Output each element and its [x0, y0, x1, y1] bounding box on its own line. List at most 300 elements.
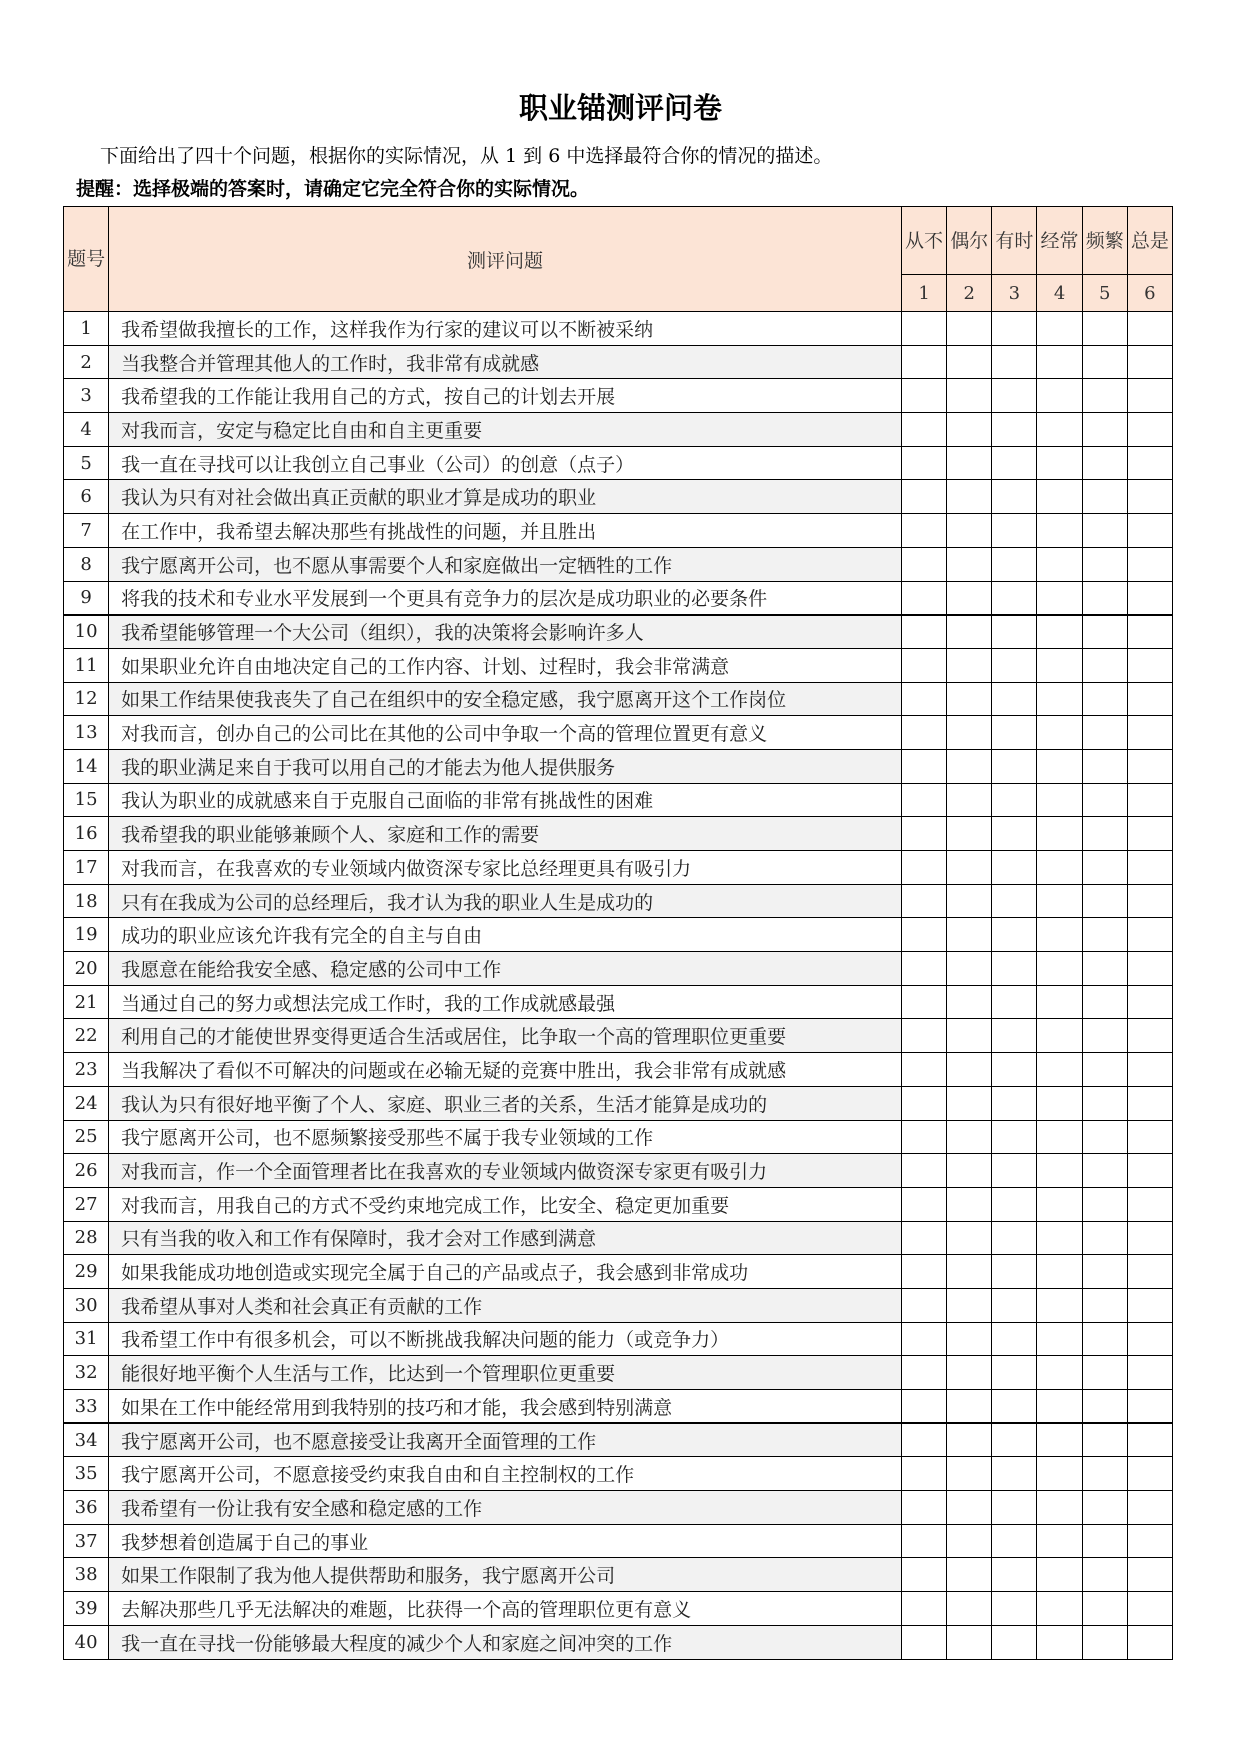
answer-cell-4[interactable]: [1037, 312, 1082, 346]
question-text: 我梦想着创造属于自己的事业: [109, 1524, 902, 1558]
answer-cell-4[interactable]: [1037, 682, 1082, 716]
answer-cell-1[interactable]: [901, 1356, 946, 1390]
answer-cell-5[interactable]: [1082, 1524, 1127, 1558]
table-row: [64, 1390, 1173, 1424]
answer-cell-6[interactable]: [1127, 1558, 1172, 1592]
answer-cell-5[interactable]: [1082, 952, 1127, 986]
answer-cell-2[interactable]: [947, 581, 992, 615]
question-text: 我的职业满足来自于我可以用自己的才能去为他人提供服务: [109, 749, 902, 783]
question-number: 22: [64, 1019, 109, 1053]
answer-cell-3[interactable]: [992, 615, 1037, 649]
answer-cell-3[interactable]: [992, 749, 1037, 783]
answer-cell-6[interactable]: [1127, 1221, 1172, 1255]
answer-cell-4[interactable]: [1037, 1187, 1082, 1221]
answer-cell-5[interactable]: [1082, 1322, 1127, 1356]
answer-cell-6[interactable]: [1127, 1390, 1172, 1424]
answer-cell-2[interactable]: [947, 1491, 992, 1525]
answer-cell-4[interactable]: [1037, 446, 1082, 480]
answer-cell-2[interactable]: [947, 851, 992, 885]
answer-cell-2[interactable]: [947, 345, 992, 379]
answer-cell-6[interactable]: [1127, 716, 1172, 750]
answer-cell-4[interactable]: [1037, 1524, 1082, 1558]
answer-cell-3[interactable]: [992, 1457, 1037, 1491]
answer-cell-6[interactable]: [1127, 379, 1172, 413]
answer-cell-2[interactable]: [947, 1120, 992, 1154]
question-number: 39: [64, 1592, 109, 1626]
answer-cell-2[interactable]: [947, 1255, 992, 1289]
answer-cell-6[interactable]: [1127, 1019, 1172, 1053]
answer-cell-3[interactable]: [992, 1423, 1037, 1457]
answer-cell-6[interactable]: [1127, 884, 1172, 918]
answer-cell-5[interactable]: [1082, 884, 1127, 918]
answer-cell-5[interactable]: [1082, 345, 1127, 379]
answer-cell-5[interactable]: [1082, 1457, 1127, 1491]
answer-cell-1[interactable]: [901, 480, 946, 514]
question-column-header: 测评问题: [109, 207, 902, 312]
question-number: 11: [64, 648, 109, 682]
answer-cell-6[interactable]: [1127, 1288, 1172, 1322]
answer-cell-5[interactable]: [1082, 615, 1127, 649]
answer-cell-5[interactable]: [1082, 1019, 1127, 1053]
answer-cell-4[interactable]: [1037, 1221, 1082, 1255]
answer-cell-5[interactable]: [1082, 1558, 1127, 1592]
answer-cell-6[interactable]: [1127, 851, 1172, 885]
answer-cell-4[interactable]: [1037, 1491, 1082, 1525]
answer-cell-1[interactable]: [901, 1457, 946, 1491]
question-text: 当我解决了看似不可解决的问题或在必输无疑的竞赛中胜出，我会非常有成就感: [109, 1053, 902, 1087]
question-text: 我认为职业的成就感来自于克服自己面临的非常有挑战性的困难: [109, 783, 902, 817]
answer-cell-1[interactable]: [901, 1625, 946, 1659]
intro-text: 下面给出了四十个问题，根据你的实际情况，从 1 到 6 中选择最符合你的情况的描述。: [100, 145, 833, 167]
answer-cell-6[interactable]: [1127, 1491, 1172, 1525]
answer-cell-3[interactable]: [992, 1255, 1037, 1289]
answer-cell-2[interactable]: [947, 1019, 992, 1053]
table-row: [64, 1558, 1173, 1592]
answer-cell-6[interactable]: [1127, 1356, 1172, 1390]
answer-cell-5[interactable]: [1082, 1625, 1127, 1659]
answer-cell-5[interactable]: [1082, 1120, 1127, 1154]
answer-cell-6[interactable]: [1127, 1120, 1172, 1154]
answer-cell-3[interactable]: [992, 1558, 1037, 1592]
answer-cell-2[interactable]: [947, 1592, 992, 1626]
answer-cell-2[interactable]: [947, 918, 992, 952]
answer-cell-3[interactable]: [992, 1120, 1037, 1154]
answer-cell-2[interactable]: [947, 985, 992, 1019]
answer-cell-2[interactable]: [947, 1221, 992, 1255]
question-number: 5: [64, 446, 109, 480]
answer-cell-5[interactable]: [1082, 1086, 1127, 1120]
answer-cell-4[interactable]: [1037, 1086, 1082, 1120]
answer-cell-2[interactable]: [947, 1086, 992, 1120]
answer-cell-3[interactable]: [992, 1524, 1037, 1558]
answer-cell-1[interactable]: [901, 817, 946, 851]
answer-cell-4[interactable]: [1037, 1356, 1082, 1390]
answer-cell-1[interactable]: [901, 1390, 946, 1424]
answer-cell-3[interactable]: [992, 851, 1037, 885]
answer-cell-6[interactable]: [1127, 413, 1172, 447]
answer-cell-2[interactable]: [947, 1390, 992, 1424]
answer-cell-4[interactable]: [1037, 547, 1082, 581]
question-number: 10: [64, 615, 109, 649]
answer-cell-4[interactable]: [1037, 514, 1082, 548]
answer-cell-4[interactable]: [1037, 648, 1082, 682]
answer-cell-3[interactable]: [992, 581, 1037, 615]
answer-cell-6[interactable]: [1127, 1423, 1172, 1457]
answer-cell-1[interactable]: [901, 345, 946, 379]
answer-cell-6[interactable]: [1127, 446, 1172, 480]
answer-cell-3[interactable]: [992, 413, 1037, 447]
answer-cell-3[interactable]: [992, 1356, 1037, 1390]
answer-cell-3[interactable]: [992, 985, 1037, 1019]
answer-cell-4[interactable]: [1037, 1120, 1082, 1154]
answer-cell-3[interactable]: [992, 1154, 1037, 1188]
answer-cell-5[interactable]: [1082, 547, 1127, 581]
answer-cell-4[interactable]: [1037, 1053, 1082, 1087]
answer-cell-5[interactable]: [1082, 817, 1127, 851]
answer-cell-1[interactable]: [901, 413, 946, 447]
answer-cell-5[interactable]: [1082, 648, 1127, 682]
answer-cell-5[interactable]: [1082, 985, 1127, 1019]
answer-cell-5[interactable]: [1082, 1187, 1127, 1221]
answer-cell-4[interactable]: [1037, 817, 1082, 851]
answer-cell-2[interactable]: [947, 1187, 992, 1221]
answer-cell-2[interactable]: [947, 1558, 992, 1592]
answer-cell-6[interactable]: [1127, 1086, 1172, 1120]
answer-cell-2[interactable]: [947, 514, 992, 548]
answer-cell-1[interactable]: [901, 783, 946, 817]
answer-cell-2[interactable]: [947, 1356, 992, 1390]
answer-cell-1[interactable]: [901, 1187, 946, 1221]
answer-cell-2[interactable]: [947, 716, 992, 750]
table-row: [64, 884, 1173, 918]
question-number: 14: [64, 749, 109, 783]
answer-cell-1[interactable]: [901, 446, 946, 480]
answer-cell-5[interactable]: [1082, 1255, 1127, 1289]
answer-cell-4[interactable]: [1037, 1255, 1082, 1289]
question-text: 如果工作结果使我丧失了自己在组织中的安全稳定感，我宁愿离开这个工作岗位: [109, 682, 902, 716]
answer-cell-1[interactable]: [901, 312, 946, 346]
table-row: [64, 312, 1173, 346]
answer-cell-6[interactable]: [1127, 480, 1172, 514]
answer-cell-1[interactable]: [901, 1423, 946, 1457]
answer-cell-2[interactable]: [947, 312, 992, 346]
answer-cell-4[interactable]: [1037, 884, 1082, 918]
answer-cell-3[interactable]: [992, 884, 1037, 918]
question-number: 3: [64, 379, 109, 413]
answer-cell-1[interactable]: [901, 1120, 946, 1154]
question-text: 我愿意在能给我安全感、稳定感的公司中工作: [109, 952, 902, 986]
question-text: 我希望我的工作能让我用自己的方式，按自己的计划去开展: [109, 379, 902, 413]
question-number: 32: [64, 1356, 109, 1390]
answer-cell-5[interactable]: [1082, 783, 1127, 817]
answer-cell-3[interactable]: [992, 648, 1037, 682]
answer-cell-5[interactable]: [1082, 1154, 1127, 1188]
question-text: 我希望我的职业能够兼顾个人、家庭和工作的需要: [109, 817, 902, 851]
answer-cell-4[interactable]: [1037, 480, 1082, 514]
option-header-1: 从不: [901, 207, 946, 275]
answer-cell-3[interactable]: [992, 1221, 1037, 1255]
question-number: 13: [64, 716, 109, 750]
answer-cell-2[interactable]: [947, 783, 992, 817]
answer-cell-3[interactable]: [992, 783, 1037, 817]
answer-cell-6[interactable]: [1127, 1457, 1172, 1491]
answer-cell-1[interactable]: [901, 1255, 946, 1289]
option-score-4: 4: [1037, 275, 1082, 312]
answer-cell-4[interactable]: [1037, 1457, 1082, 1491]
answer-cell-4[interactable]: [1037, 918, 1082, 952]
table-row: [64, 1592, 1173, 1626]
question-number: 25: [64, 1120, 109, 1154]
answer-cell-4[interactable]: [1037, 581, 1082, 615]
question-text: 我宁愿离开公司，也不愿频繁接受那些不属于我专业领域的工作: [109, 1120, 902, 1154]
answer-cell-2[interactable]: [947, 547, 992, 581]
answer-cell-5[interactable]: [1082, 682, 1127, 716]
question-rows: [64, 312, 1173, 1660]
answer-cell-3[interactable]: [992, 312, 1037, 346]
question-number: 6: [64, 480, 109, 514]
answer-cell-2[interactable]: [947, 749, 992, 783]
answer-cell-1[interactable]: [901, 716, 946, 750]
answer-cell-2[interactable]: [947, 682, 992, 716]
question-text: 我一直在寻找可以让我创立自己事业（公司）的创意（点子）: [109, 446, 902, 480]
answer-cell-6[interactable]: [1127, 547, 1172, 581]
answer-cell-4[interactable]: [1037, 1288, 1082, 1322]
answer-cell-1[interactable]: [901, 1524, 946, 1558]
answer-cell-6[interactable]: [1127, 514, 1172, 548]
answer-cell-1[interactable]: [901, 1154, 946, 1188]
answer-cell-3[interactable]: [992, 1390, 1037, 1424]
answer-cell-2[interactable]: [947, 1524, 992, 1558]
answer-cell-5[interactable]: [1082, 716, 1127, 750]
question-number: 2: [64, 345, 109, 379]
answer-cell-6[interactable]: [1127, 783, 1172, 817]
question-text: 将我的技术和专业水平发展到一个更具有竞争力的层次是成功职业的必要条件: [109, 581, 902, 615]
question-number: 37: [64, 1524, 109, 1558]
answer-cell-4[interactable]: [1037, 413, 1082, 447]
answer-cell-6[interactable]: [1127, 1322, 1172, 1356]
answer-cell-6[interactable]: [1127, 952, 1172, 986]
answer-cell-6[interactable]: [1127, 1154, 1172, 1188]
question-number: 34: [64, 1423, 109, 1457]
answer-cell-5[interactable]: [1082, 1356, 1127, 1390]
answer-cell-1[interactable]: [901, 581, 946, 615]
answer-cell-5[interactable]: [1082, 581, 1127, 615]
answer-cell-4[interactable]: [1037, 1558, 1082, 1592]
answer-cell-3[interactable]: [992, 817, 1037, 851]
answer-cell-3[interactable]: [992, 716, 1037, 750]
question-text: 利用自己的才能使世界变得更适合生活或居住，比争取一个高的管理职位更重要: [109, 1019, 902, 1053]
answer-cell-3[interactable]: [992, 446, 1037, 480]
question-text: 只有在我成为公司的总经理后，我才认为我的职业人生是成功的: [109, 884, 902, 918]
table-row: [64, 480, 1173, 514]
answer-cell-3[interactable]: [992, 480, 1037, 514]
answer-cell-1[interactable]: [901, 682, 946, 716]
answer-cell-6[interactable]: [1127, 615, 1172, 649]
answer-cell-2[interactable]: [947, 884, 992, 918]
question-text: 去解决那些几乎无法解决的难题，比获得一个高的管理职位更有意义: [109, 1592, 902, 1626]
answer-cell-3[interactable]: [992, 1625, 1037, 1659]
answer-cell-5[interactable]: [1082, 1592, 1127, 1626]
answer-cell-3[interactable]: [992, 1086, 1037, 1120]
answer-cell-6[interactable]: [1127, 1053, 1172, 1087]
answer-cell-6[interactable]: [1127, 682, 1172, 716]
answer-cell-1[interactable]: [901, 648, 946, 682]
answer-cell-6[interactable]: [1127, 1255, 1172, 1289]
answer-cell-4[interactable]: [1037, 749, 1082, 783]
answer-cell-6[interactable]: [1127, 1187, 1172, 1221]
answer-cell-2[interactable]: [947, 952, 992, 986]
answer-cell-1[interactable]: [901, 1288, 946, 1322]
answer-cell-3[interactable]: [992, 547, 1037, 581]
question-text: 对我而言，作一个全面管理者比在我喜欢的专业领域内做资深专家更有吸引力: [109, 1154, 902, 1188]
question-number: 38: [64, 1558, 109, 1592]
answer-cell-1[interactable]: [901, 547, 946, 581]
answer-cell-6[interactable]: [1127, 345, 1172, 379]
answer-cell-2[interactable]: [947, 1457, 992, 1491]
answer-cell-4[interactable]: [1037, 1390, 1082, 1424]
answer-cell-4[interactable]: [1037, 1592, 1082, 1626]
answer-cell-4[interactable]: [1037, 1322, 1082, 1356]
answer-cell-1[interactable]: [901, 379, 946, 413]
answer-cell-1[interactable]: [901, 1086, 946, 1120]
answer-cell-3[interactable]: [992, 952, 1037, 986]
answer-cell-6[interactable]: [1127, 648, 1172, 682]
answer-cell-5[interactable]: [1082, 1423, 1127, 1457]
answer-cell-2[interactable]: [947, 1053, 992, 1087]
answer-cell-6[interactable]: [1127, 1524, 1172, 1558]
answer-cell-1[interactable]: [901, 884, 946, 918]
answer-cell-5[interactable]: [1082, 446, 1127, 480]
answer-cell-1[interactable]: [901, 1019, 946, 1053]
table-row: [64, 749, 1173, 783]
answer-cell-6[interactable]: [1127, 1592, 1172, 1626]
answer-cell-1[interactable]: [901, 1491, 946, 1525]
answer-cell-1[interactable]: [901, 615, 946, 649]
answer-cell-5[interactable]: [1082, 918, 1127, 952]
answer-cell-2[interactable]: [947, 1423, 992, 1457]
answer-cell-5[interactable]: [1082, 1491, 1127, 1525]
answer-cell-2[interactable]: [947, 480, 992, 514]
answer-cell-1[interactable]: [901, 514, 946, 548]
answer-cell-2[interactable]: [947, 648, 992, 682]
question-text: 对我而言，在我喜欢的专业领域内做资深专家比总经理更具有吸引力: [109, 851, 902, 885]
answer-cell-5[interactable]: [1082, 413, 1127, 447]
answer-cell-5[interactable]: [1082, 851, 1127, 885]
answer-cell-1[interactable]: [901, 749, 946, 783]
question-text: 在工作中，我希望去解决那些有挑战性的问题，并且胜出: [109, 514, 902, 548]
answer-cell-5[interactable]: [1082, 379, 1127, 413]
answer-cell-4[interactable]: [1037, 615, 1082, 649]
answer-cell-3[interactable]: [992, 1322, 1037, 1356]
answer-cell-4[interactable]: [1037, 1019, 1082, 1053]
question-number: 24: [64, 1086, 109, 1120]
answer-cell-6[interactable]: [1127, 749, 1172, 783]
answer-cell-3[interactable]: [992, 1019, 1037, 1053]
table-row: [64, 817, 1173, 851]
answer-cell-2[interactable]: [947, 1288, 992, 1322]
table-row: [64, 1457, 1173, 1491]
answer-cell-5[interactable]: [1082, 1288, 1127, 1322]
answer-cell-1[interactable]: [901, 1322, 946, 1356]
answer-cell-6[interactable]: [1127, 581, 1172, 615]
answer-cell-5[interactable]: [1082, 749, 1127, 783]
answer-cell-3[interactable]: [992, 1053, 1037, 1087]
answer-cell-2[interactable]: [947, 379, 992, 413]
answer-cell-4[interactable]: [1037, 345, 1082, 379]
answer-cell-1[interactable]: [901, 1221, 946, 1255]
question-number: 35: [64, 1457, 109, 1491]
answer-cell-1[interactable]: [901, 918, 946, 952]
answer-cell-4[interactable]: [1037, 1423, 1082, 1457]
answer-cell-3[interactable]: [992, 1288, 1037, 1322]
answer-cell-1[interactable]: [901, 985, 946, 1019]
answer-cell-4[interactable]: [1037, 851, 1082, 885]
answer-cell-2[interactable]: [947, 446, 992, 480]
answer-cell-3[interactable]: [992, 379, 1037, 413]
answer-cell-4[interactable]: [1037, 1625, 1082, 1659]
answer-cell-4[interactable]: [1037, 952, 1082, 986]
answer-cell-5[interactable]: [1082, 312, 1127, 346]
answer-cell-6[interactable]: [1127, 985, 1172, 1019]
question-text: 能很好地平衡个人生活与工作，比达到一个管理职位更重要: [109, 1356, 902, 1390]
answer-cell-3[interactable]: [992, 1187, 1037, 1221]
answer-cell-1[interactable]: [901, 1053, 946, 1087]
answer-cell-2[interactable]: [947, 1625, 992, 1659]
question-number: 9: [64, 581, 109, 615]
answer-cell-1[interactable]: [901, 1558, 946, 1592]
answer-cell-3[interactable]: [992, 514, 1037, 548]
question-text: 只有当我的收入和工作有保障时，我才会对工作感到满意: [109, 1221, 902, 1255]
answer-cell-1[interactable]: [901, 1592, 946, 1626]
answer-cell-4[interactable]: [1037, 1154, 1082, 1188]
answer-cell-6[interactable]: [1127, 312, 1172, 346]
answer-cell-3[interactable]: [992, 682, 1037, 716]
answer-cell-3[interactable]: [992, 345, 1037, 379]
answer-cell-2[interactable]: [947, 615, 992, 649]
table-row: [64, 1356, 1173, 1390]
answer-cell-2[interactable]: [947, 1322, 992, 1356]
answer-cell-3[interactable]: [992, 1491, 1037, 1525]
answer-cell-5[interactable]: [1082, 480, 1127, 514]
answer-cell-6[interactable]: [1127, 1625, 1172, 1659]
answer-cell-2[interactable]: [947, 1154, 992, 1188]
answer-cell-3[interactable]: [992, 918, 1037, 952]
answer-cell-1[interactable]: [901, 851, 946, 885]
question-number: 20: [64, 952, 109, 986]
answer-cell-3[interactable]: [992, 1592, 1037, 1626]
answer-cell-6[interactable]: [1127, 817, 1172, 851]
option-score-2: 2: [947, 275, 992, 312]
question-text: 我希望从事对人类和社会真正有贡献的工作: [109, 1288, 902, 1322]
option-score-6: 6: [1127, 275, 1172, 312]
question-number: 21: [64, 985, 109, 1019]
answer-cell-1[interactable]: [901, 952, 946, 986]
answer-cell-5[interactable]: [1082, 1053, 1127, 1087]
answer-cell-4[interactable]: [1037, 783, 1082, 817]
answer-cell-6[interactable]: [1127, 918, 1172, 952]
table-row: [64, 1086, 1173, 1120]
answer-cell-2[interactable]: [947, 413, 992, 447]
answer-cell-4[interactable]: [1037, 379, 1082, 413]
answer-cell-5[interactable]: [1082, 1390, 1127, 1424]
option-score-3: 3: [992, 275, 1037, 312]
answer-cell-4[interactable]: [1037, 985, 1082, 1019]
answer-cell-4[interactable]: [1037, 716, 1082, 750]
question-number: 29: [64, 1255, 109, 1289]
answer-cell-5[interactable]: [1082, 514, 1127, 548]
answer-cell-2[interactable]: [947, 817, 992, 851]
answer-cell-5[interactable]: [1082, 1221, 1127, 1255]
